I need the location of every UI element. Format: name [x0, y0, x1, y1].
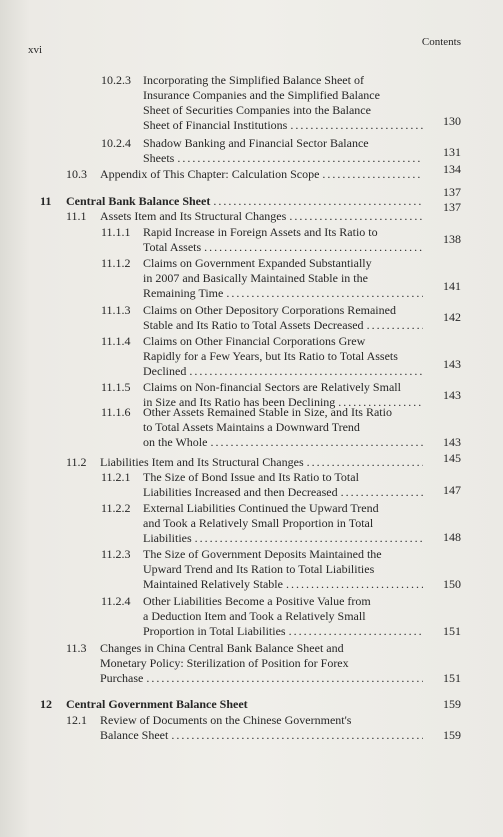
entry-number: 11.3 [66, 641, 87, 655]
entry-number: 11.2.3 [101, 547, 131, 561]
entry-number: 10.2.4 [101, 136, 131, 150]
leader-dots [322, 167, 423, 182]
entry-number: 11.1.2 [101, 256, 131, 270]
entry-title-line: in 2007 and Basically Maintained Stable in the [143, 271, 368, 285]
entry-title-line: Shadow Banking and Financial Sector Balance [143, 136, 369, 150]
page-number: 147 [443, 483, 461, 497]
entry-title-line: Changes in China Central Bank Balance Sheet and [100, 641, 344, 655]
page-number: 131 [443, 145, 461, 159]
leader-dots [367, 318, 423, 333]
leader-dots [289, 209, 423, 224]
entry-title-line: Incorporating the Simplified Balance Sheet of [143, 73, 364, 87]
leader-dots [210, 435, 423, 450]
entry-number: 11.2 [66, 455, 87, 469]
entry-title-line: Insurance Companies and the Simplified Balance [143, 88, 380, 102]
entry-title-line: Claims on Other Financial Corporations Grew [143, 334, 366, 348]
entry-title-line: Sheet of Financial Institutions [143, 118, 288, 132]
entry-title-line: Declined [143, 364, 187, 378]
leader-dots [226, 286, 423, 301]
page-number: 159 [443, 728, 461, 742]
entry-title-line: Maintained Relatively Stable [143, 577, 283, 591]
leader-dots [286, 577, 423, 592]
entry-number: 11.1.5 [101, 380, 131, 394]
entry-number: 11.2.2 [101, 501, 131, 515]
page-number: 143 [443, 357, 461, 371]
page-number: 159 [443, 697, 461, 711]
entry-number: 11.1.3 [101, 303, 131, 317]
leader-dots [171, 728, 423, 743]
page-number-roman: xvi [28, 44, 43, 56]
entry-title-line: Assets Item and Its Structural Changes [100, 209, 287, 223]
entry-title-line: on the Whole [143, 435, 208, 449]
entry-title-line: Total Assets [143, 240, 202, 254]
page-number: 141 [443, 279, 461, 293]
entry-title-line: Liabilities Item and Its Structural Changes [100, 455, 304, 469]
running-title: Contents [421, 36, 461, 48]
entry-title-line: a Deduction Item and Took a Relatively Small [143, 609, 366, 623]
page-number: 143 [443, 435, 461, 449]
entry-number: 11.2.4 [101, 594, 131, 608]
entry-title-line: Sheet of Securities Companies into the Balance [143, 103, 371, 117]
page-number: 143 [443, 388, 461, 402]
leader-dots [307, 455, 423, 470]
entry-title-line: in Size and Its Ratio has been Declining [143, 395, 336, 409]
page-number: 151 [443, 671, 461, 685]
entry-number: 11.1.1 [101, 225, 131, 239]
leader-dots [146, 671, 423, 686]
chapter-number: 11 [40, 194, 52, 208]
entry-title-line: Liabilities [143, 531, 192, 545]
page-number: 150 [443, 577, 461, 591]
entry-title-line: Stable and Its Ratio to Total Assets Decreased [143, 318, 364, 332]
leader-dots [341, 485, 423, 500]
entry-title-line: Balance Sheet [100, 728, 169, 742]
chapter-title: Central Government Balance Sheet [66, 697, 248, 711]
entry-title-line: External Liabilities Continued the Upward Trend [143, 501, 379, 515]
page-number: 138 [443, 232, 461, 246]
leader-dots [213, 194, 423, 209]
entry-title-line: Remaining Time [143, 286, 224, 300]
entry-title-line: Monetary Policy: Sterilization of Position for Forex [100, 656, 349, 670]
page-number: 134 [443, 162, 461, 176]
entry-title-line: Review of Documents on the Chinese Government's [100, 713, 352, 727]
page-number: 137 [443, 185, 461, 199]
entry-number: 11.2.1 [101, 470, 131, 484]
leader-dots [195, 531, 423, 546]
entry-title-line: Claims on Other Depository Corporations Remained [143, 303, 396, 317]
entry-number: 10.2.3 [101, 73, 131, 87]
page-number: 145 [443, 451, 461, 465]
leader-dots [189, 364, 423, 379]
entry-title-line: Other Assets Remained Stable in Size, and Its Ratio [143, 405, 392, 419]
leader-dots [204, 240, 423, 255]
entry-number: 11.1.6 [101, 405, 131, 419]
page-number: 137 [443, 200, 461, 214]
leader-dots [177, 151, 423, 166]
chapter-title: Central Bank Balance Sheet [66, 194, 211, 208]
leader-dots [289, 624, 423, 639]
entry-title-line: Rapidly for a Few Years, but Its Ratio to Total Assets [143, 349, 398, 363]
entry-title-line: Purchase [100, 671, 144, 685]
entry-title-line: Liabilities Increased and then Decreased [143, 485, 338, 499]
entry-title-line: Claims on Non-financial Sectors are Relatively Small [143, 380, 401, 394]
entry-title-line: to Total Assets Maintains a Downward Trend [143, 420, 360, 434]
chapter-number: 12 [40, 697, 52, 711]
page-number: 130 [443, 114, 461, 128]
entry-title-line: The Size of Bond Issue and Its Ratio to Total [143, 470, 359, 484]
entry-title-line: Rapid Increase in Foreign Assets and Its Ratio to [143, 225, 378, 239]
entry-number: 12.1 [66, 713, 87, 727]
leader-dots [290, 118, 423, 133]
entry-title-line: Claims on Government Expanded Substantially [143, 256, 372, 270]
entry-number: 11.1 [66, 209, 87, 223]
entry-title-line: Sheets [143, 151, 175, 165]
entry-title-line: Appendix of This Chapter: Calculation Scope [100, 167, 320, 181]
entry-number: 10.3 [66, 167, 87, 181]
entry-title-line: and Took a Relatively Small Proportion in Total [143, 516, 374, 530]
entry-title-line: Upward Trend and Its Ration to Total Liabilities [143, 562, 375, 576]
entry-title-line: Proportion in Total Liabilities [143, 624, 286, 638]
entry-title-line: Other Liabilities Become a Positive Value from [143, 594, 371, 608]
entry-title-line: The Size of Government Deposits Maintained the [143, 547, 382, 561]
entry-number: 11.1.4 [101, 334, 131, 348]
page-number: 151 [443, 624, 461, 638]
page-number: 142 [443, 310, 461, 324]
page-number: 148 [443, 530, 461, 544]
